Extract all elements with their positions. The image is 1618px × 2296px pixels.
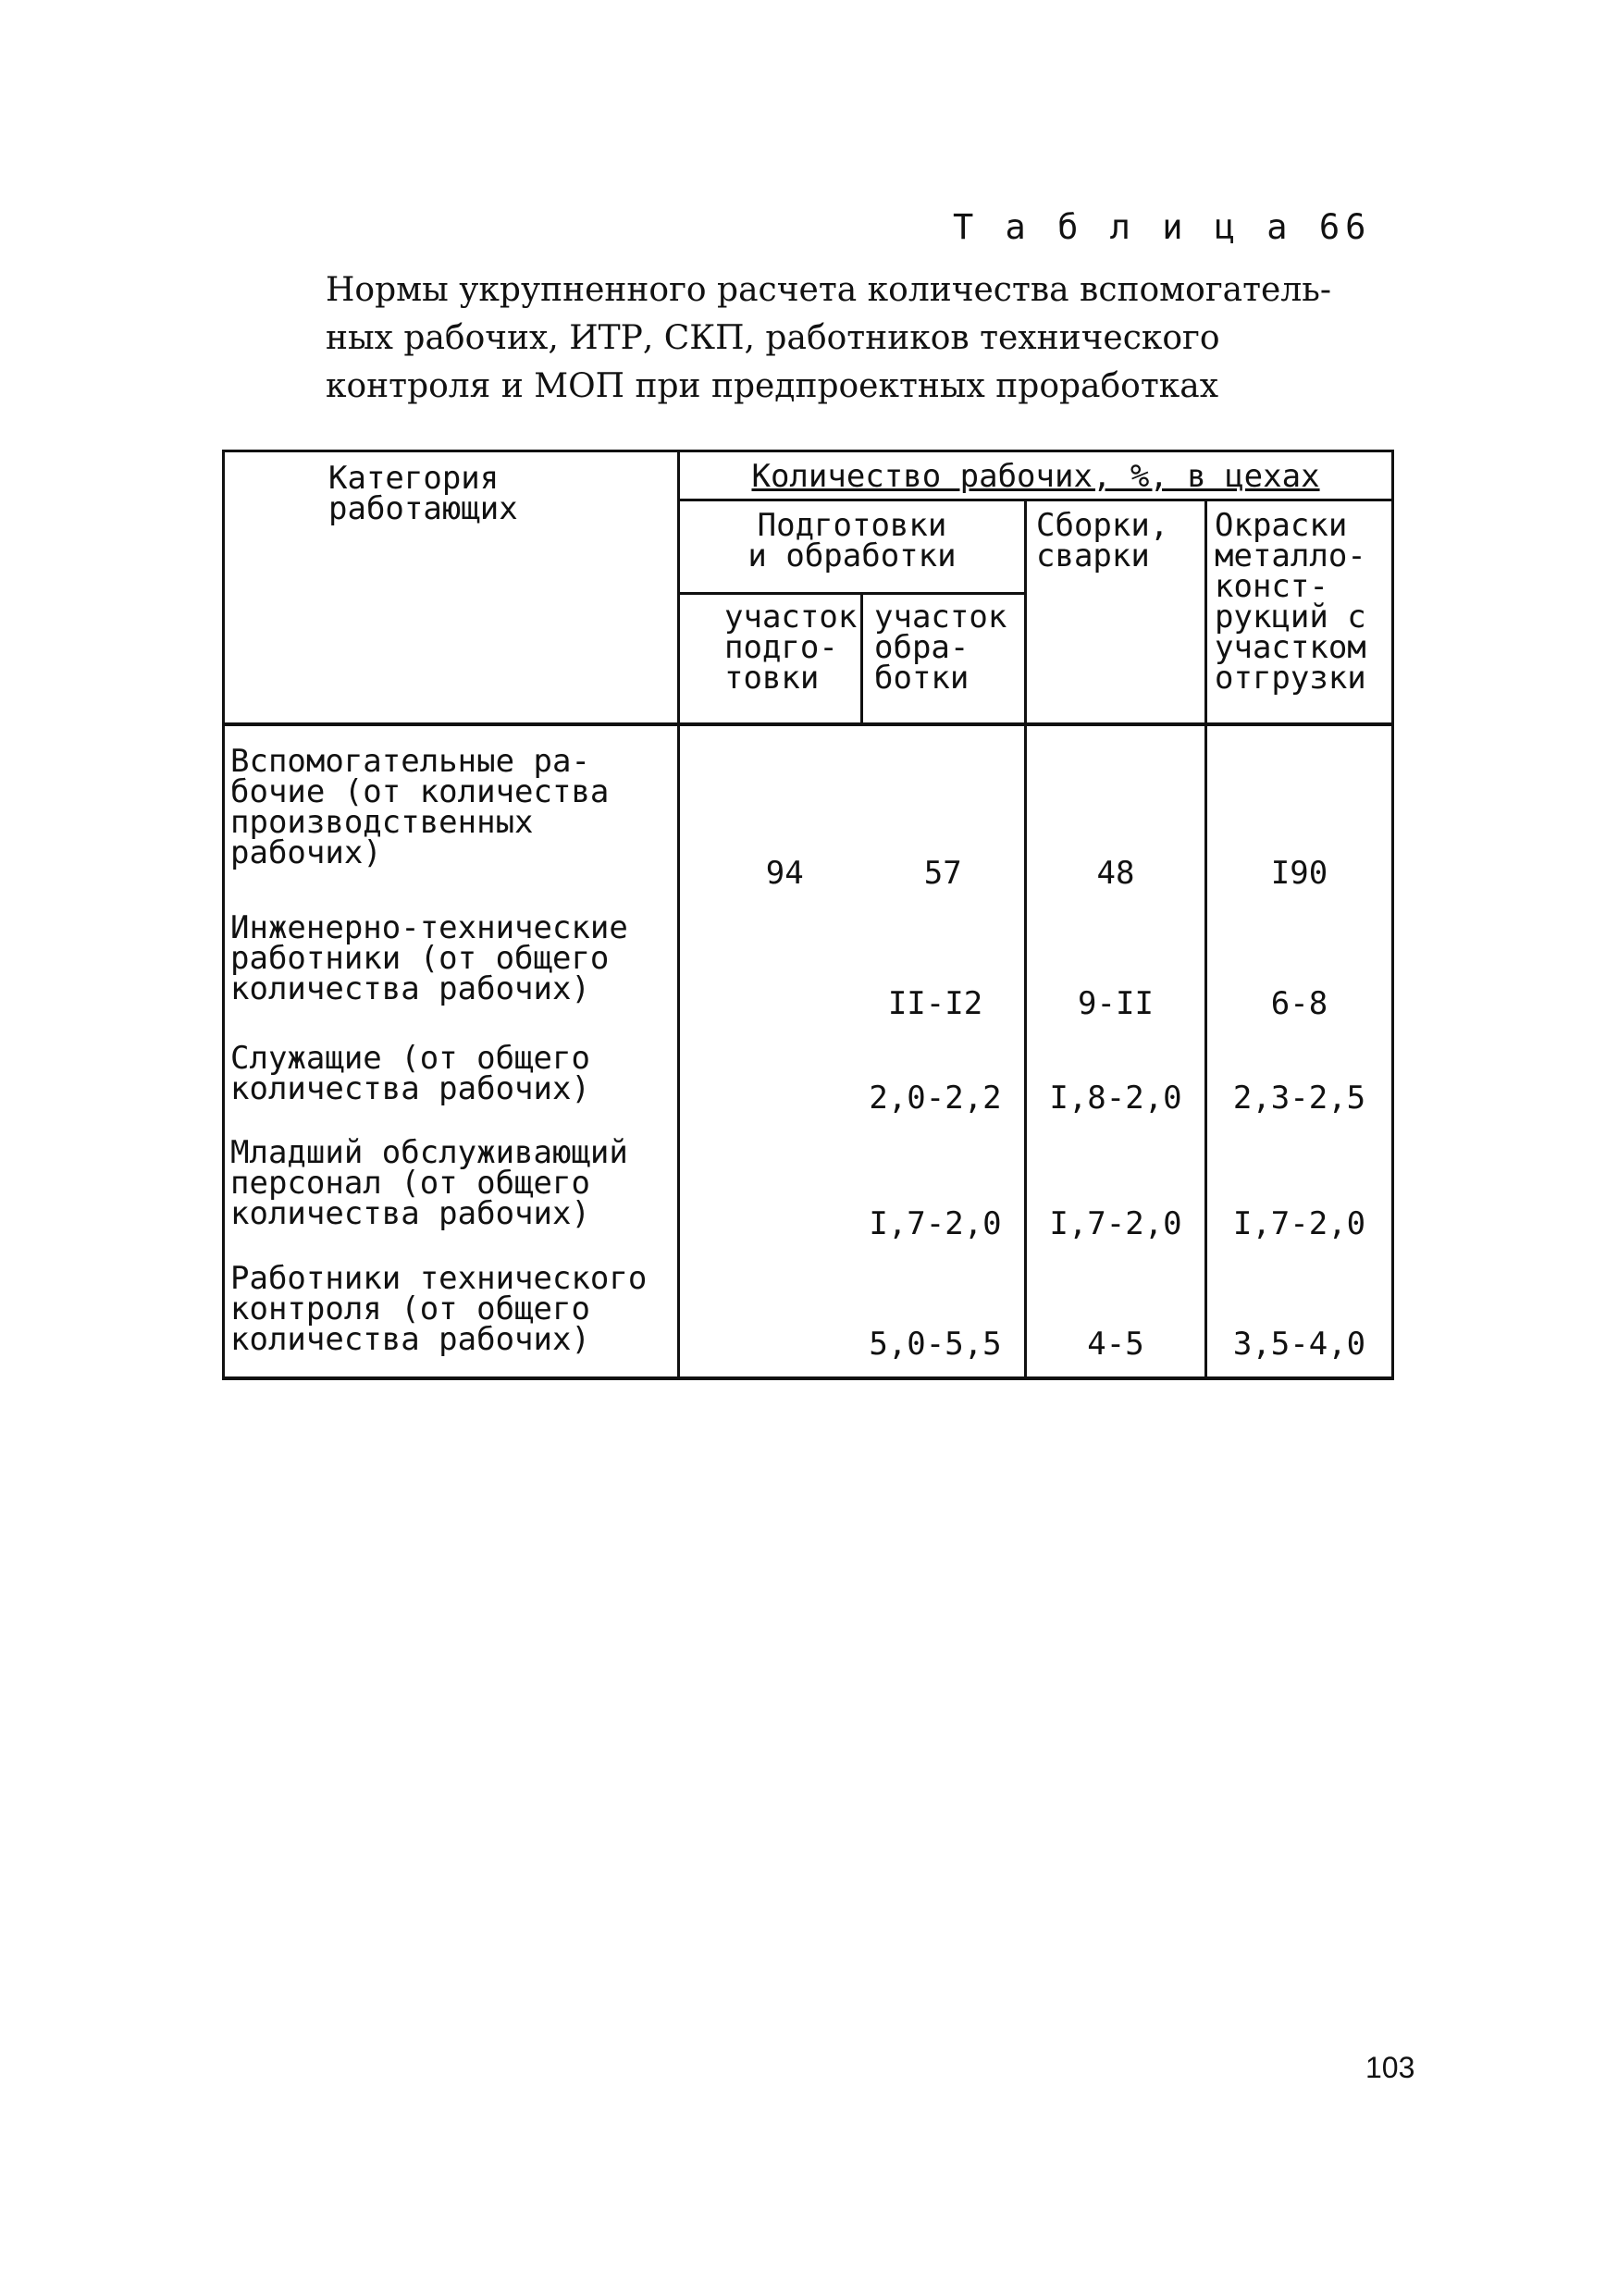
- header-painting: Окраски металло- конст- рукций с участком отгрузки: [1206, 500, 1393, 725]
- cell-prep: 94: [679, 724, 862, 906]
- table-row: [224, 1256, 1393, 1378]
- header-sub-prep: участок подго- товки: [679, 594, 862, 725]
- table-label: Т а б л и ц а 66: [953, 207, 1372, 247]
- caption-line: контроля и МОП при предпроектных проработках: [326, 367, 1219, 405]
- cell-painting: I90: [1206, 724, 1393, 906]
- cell-prep-proc: II-I2: [679, 906, 1026, 1035]
- page-number: 103: [1365, 2051, 1415, 2084]
- table-row: [224, 724, 1393, 906]
- cell-proc: 57: [862, 724, 1026, 906]
- cell-painting: 3,5-4,0: [1206, 1256, 1393, 1378]
- cell-assembly: I,7-2,0: [1026, 1130, 1206, 1256]
- cell-assembly: 4-5: [1026, 1256, 1206, 1378]
- header-quantity: Количество рабочих, %, в цехах: [679, 451, 1393, 500]
- header-sub-proc: участок обра- ботки: [862, 594, 1026, 725]
- table-row: [224, 1130, 1393, 1256]
- header-row: [224, 451, 1393, 500]
- cell-painting: 6-8: [1206, 906, 1393, 1035]
- caption-line: ных рабочих, ИТР, СКП, работников технического: [326, 319, 1220, 357]
- row-category: Работники технического контроля (от общего количества рабочих): [224, 1256, 679, 1378]
- row-category: Вспомогательные ра- бочие (от количества производственных рабочих): [224, 724, 679, 906]
- table-row: [224, 906, 1393, 1035]
- norms-table: [222, 450, 1394, 1380]
- cell-painting: I,7-2,0: [1206, 1130, 1393, 1256]
- cell-prep-proc: 5,0-5,5: [679, 1256, 1026, 1378]
- cell-assembly: 48: [1026, 724, 1206, 906]
- table-caption: [326, 266, 1343, 411]
- header-assembly: Сборки, сварки: [1026, 500, 1206, 725]
- cell-painting: 2,3-2,5: [1206, 1036, 1393, 1130]
- cell-assembly: I,8-2,0: [1026, 1036, 1206, 1130]
- cell-prep-proc: 2,0-2,2: [679, 1036, 1026, 1130]
- caption-line: Нормы укрупненного расчета количества вспомогатель-: [326, 271, 1331, 309]
- header-category: Категория работающих: [224, 451, 679, 725]
- cell-prep-proc: I,7-2,0: [679, 1130, 1026, 1256]
- table-row: [224, 1036, 1393, 1130]
- row-category: Инженерно-технические работники (от общего количества рабочих): [224, 906, 679, 1035]
- header-prep: Подготовки и обработки: [679, 500, 1026, 594]
- cell-assembly: 9-II: [1026, 906, 1206, 1035]
- row-category: Служащие (от общего количества рабочих): [224, 1036, 679, 1130]
- row-category: Младший обслуживающий персонал (от общего количества рабочих): [224, 1130, 679, 1256]
